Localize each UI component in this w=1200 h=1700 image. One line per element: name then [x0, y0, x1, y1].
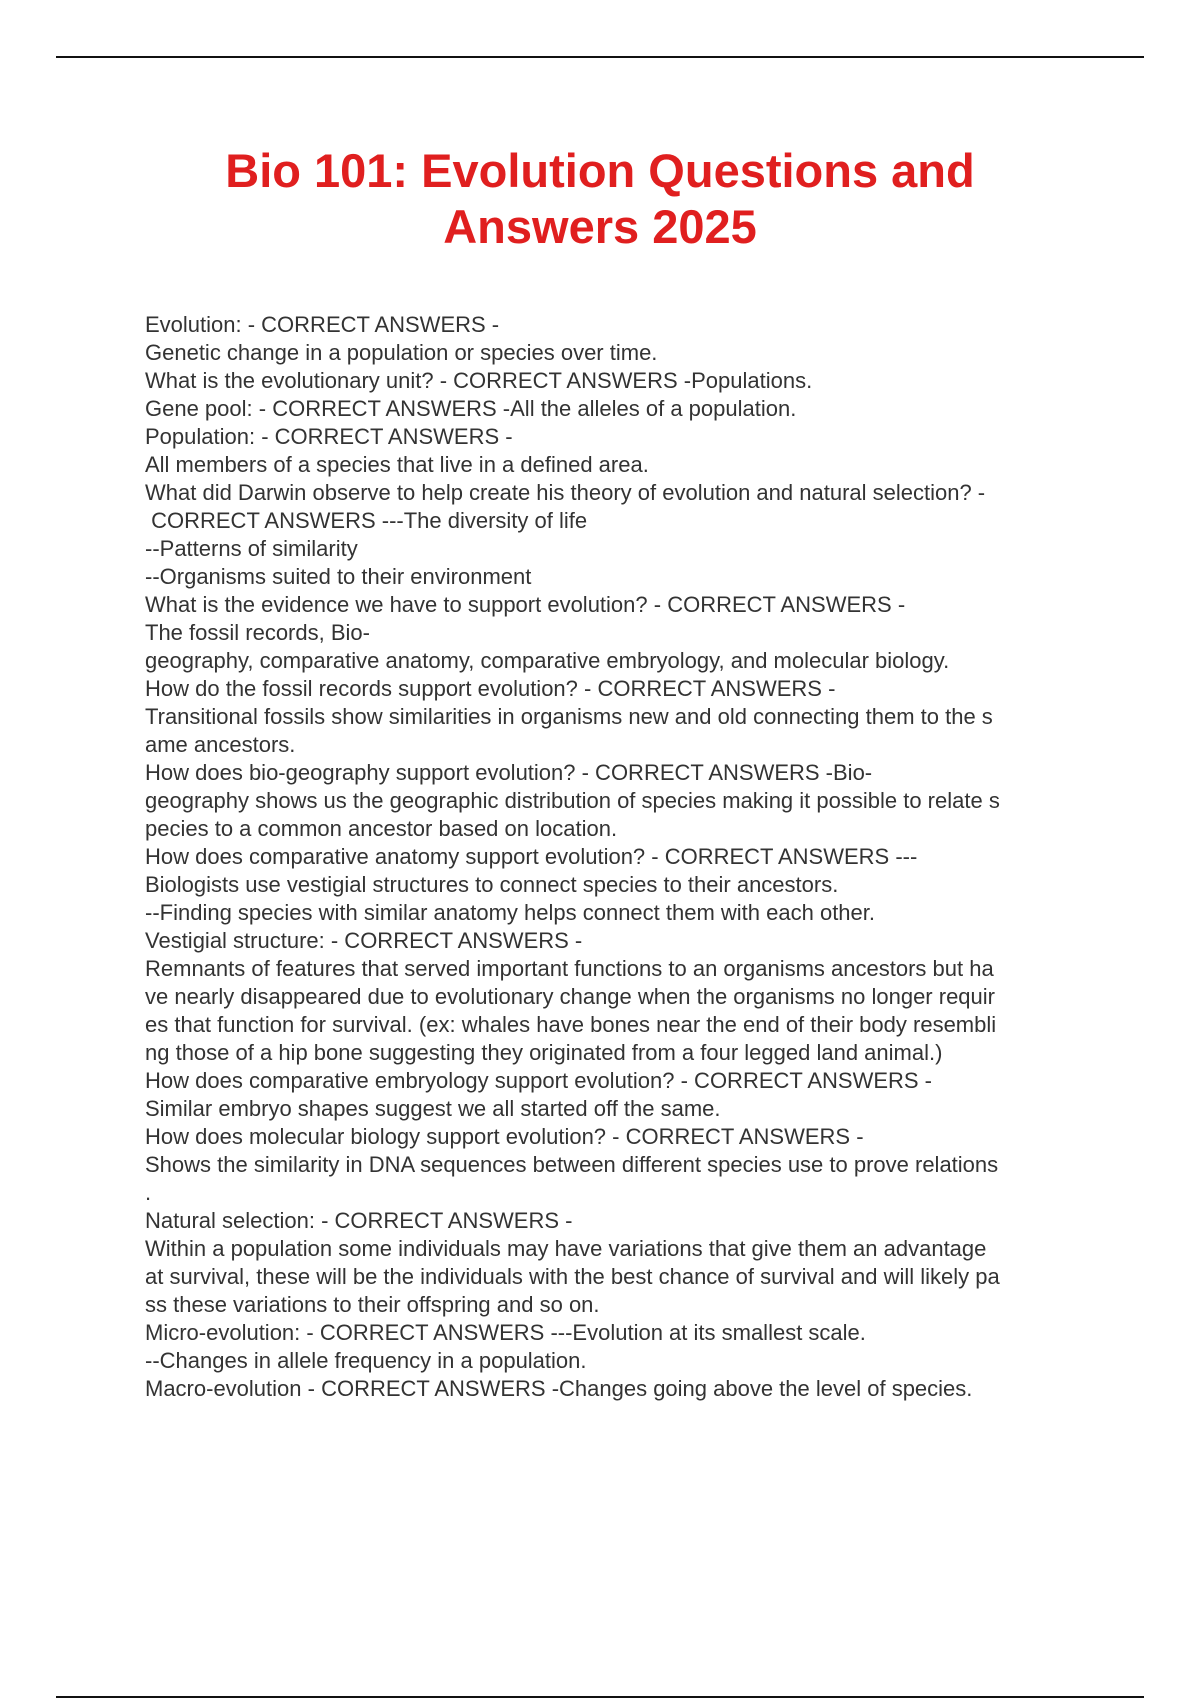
text-line: --Changes in allele frequency in a population. — [145, 1348, 587, 1373]
text-line: ng those of a hip bone suggesting they originated from a four legged land animal.) — [145, 1040, 943, 1065]
text-line: Biologists use vestigial structures to connect species to their ancestors. — [145, 872, 839, 897]
text-line: How does comparative embryology support evolution? - CORRECT ANSWERS - — [145, 1068, 933, 1093]
text-line: Evolution: - CORRECT ANSWERS - — [145, 312, 500, 337]
document-title — [100, 143, 1100, 255]
text-line: What is the evolutionary unit? - CORRECT ANSWERS -Populations. — [145, 368, 813, 393]
text-line: The fossil records, Bio- — [145, 620, 370, 645]
text-line: Macro-evolution - CORRECT ANSWERS -Changes going above the level of species. — [145, 1376, 973, 1401]
text-line: Shows the similarity in DNA sequences between different species use to prove relations — [145, 1152, 999, 1177]
text-line: What did Darwin observe to help create his theory of evolution and natural selection? - — [145, 480, 986, 505]
text-line: --Organisms suited to their environment — [145, 564, 532, 589]
text-line: geography, comparative anatomy, comparative embryology, and molecular biology. — [145, 648, 950, 673]
top-rule — [56, 56, 1144, 58]
text-line: Vestigial structure: - CORRECT ANSWERS - — [145, 928, 583, 953]
text-line: Natural selection: - CORRECT ANSWERS - — [145, 1208, 573, 1233]
text-line: How does comparative anatomy support evolution? - CORRECT ANSWERS --- — [145, 844, 918, 869]
text-line: Within a population some individuals may have variations that give them an advantage — [145, 1236, 987, 1261]
text-line: CORRECT ANSWERS ---The diversity of life — [145, 508, 588, 533]
text-line: at survival, these will be the individuals with the best chance of survival and will likely pa — [145, 1264, 1000, 1289]
text-line: Gene pool: - CORRECT ANSWERS -All the alleles of a population. — [145, 396, 797, 421]
title-line-2: Answers 2025 — [443, 200, 757, 253]
text-line: How does molecular biology support evolution? - CORRECT ANSWERS - — [145, 1124, 864, 1149]
text-line: Remnants of features that served important functions to an organisms ancestors but ha — [145, 956, 994, 981]
text-line: ve nearly disappeared due to evolutionary change when the organisms no longer requir — [145, 984, 995, 1009]
text-line: . — [145, 1180, 152, 1205]
document-body — [145, 311, 1095, 1403]
text-line: Micro-evolution: - CORRECT ANSWERS ---Evolution at its smallest scale. — [145, 1320, 866, 1345]
text-line: --Patterns of similarity — [145, 536, 358, 561]
text-line: Genetic change in a population or species over time. — [145, 340, 658, 365]
text-line: How does bio-geography support evolution? - CORRECT ANSWERS -Bio- — [145, 760, 873, 785]
text-line: ss these variations to their offspring and so on. — [145, 1292, 600, 1317]
title-line-1: Bio 101: Evolution Questions and — [225, 144, 975, 197]
text-line: How do the fossil records support evolution? - CORRECT ANSWERS - — [145, 676, 836, 701]
text-line: pecies to a common ancestor based on location. — [145, 816, 618, 841]
text-line: geography shows us the geographic distribution of species making it possible to relate s — [145, 788, 1000, 813]
text-line: What is the evidence we have to support evolution? - CORRECT ANSWERS - — [145, 592, 906, 617]
text-line: ame ancestors. — [145, 732, 296, 757]
bottom-rule — [56, 1696, 1144, 1698]
text-line: --Finding species with similar anatomy helps connect them with each other. — [145, 900, 876, 925]
text-line: Transitional fossils show similarities in organisms new and old connecting them to the s — [145, 704, 993, 729]
text-line: Similar embryo shapes suggest we all started off the same. — [145, 1096, 721, 1121]
text-line: All members of a species that live in a defined area. — [145, 452, 649, 477]
text-line: Population: - CORRECT ANSWERS - — [145, 424, 513, 449]
text-line: es that function for survival. (ex: whales have bones near the end of their body resembli — [145, 1012, 997, 1037]
